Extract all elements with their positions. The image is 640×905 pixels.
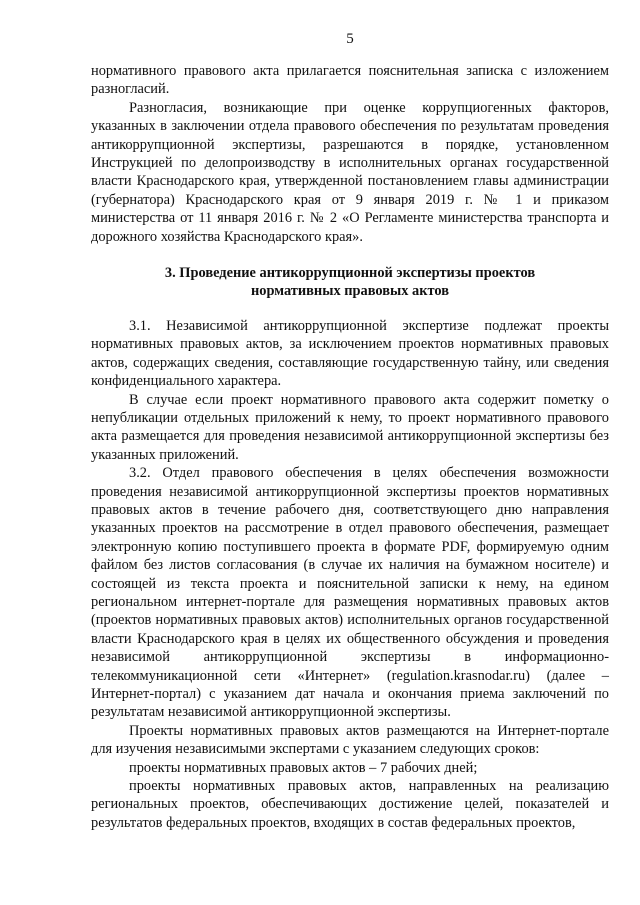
page-number: 5: [346, 31, 354, 47]
paragraph-3-2: 3.2. Отдел правового обеспечения в целях обеспечения возможности проведения независимой антикоррупционной экспертизы проектов нормативных правовых актов в течение рабочего дня, соответствующего дню направления указанных проектов на рассмотрение в отдел правового обеспечения, размещает электронную копию поступившего проекта в формате PDF, формируемую одним файлом без листов согласования (в случае их наличия на бумажном носителе) и состоящей из текста проекта и пояснительной записки к нему, на едином региональном интернет-портале для размещения нормативных правовых актов (проектов нормативных правовых актов) исполнительных органов государственной власти Краснодарского края в целях их общественного обсуждения и проведения независимой антикоррупционной экспертизы в информационно-телекоммуникационной сети «Интернет» (regulation.krasnodar.ru) (далее – Интернет-портал) с указанием дат начала и окончания приема заключений по результатам независимой антикоррупционной экспертизы.: [91, 465, 609, 721]
document-page: [91, 30, 609, 832]
section-title-line-1: 3. Проведение антикоррупционной экспертизы проектов: [164, 265, 536, 282]
paragraph-term-7-days: проекты нормативных правовых актов – 7 рабочих дней;: [129, 759, 478, 776]
paragraph-posting-terms: Проекты нормативных правовых актов размещаются на Интернет-портале для изучения независимыми экспертами с указанием следующих сроков:: [91, 722, 609, 758]
paragraph-explanatory-note: нормативного правового акта прилагается пояснительная записка с изложением разногласий.: [91, 63, 609, 98]
section-title: [91, 264, 609, 301]
paragraph-unpublished-annexes: В случае если проект нормативного правового акта содержит пометку о непубликации отдельных приложений к нему, то проект нормативного правового акта размещается для проведения независимой антикоррупционной экспертизы без указанных приложений.: [91, 391, 609, 463]
section-title-line-2: нормативных правовых актов: [250, 283, 450, 300]
paragraph-3-1: 3.1. Независимой антикоррупционной экспертизе подлежат проекты нормативных правовых актов, за исключением проектов нормативных правовых актов, содержащих сведения, составляющие государственную тайну, или сведения конфиденциального характера.: [91, 317, 609, 390]
paragraph-disagreements: Разногласия, возникающие при оценке коррупциогенных факторов, указанных в заключении отдела правового обеспечения по результатам проведения антикоррупционной экспертизы, разрешаются в порядке, установленном Инструкцией по делопроизводству в исполнительных органах государственной власти Краснодарского края, утвержденной постановлением главы администрации (губернатора) Краснодарского края от 9 января 2019 г. № 1 и приказом министерства от 11 января 2016 г. № 2 «О Регламенте министерства транспорта и дорожного хозяйства Краснодарского края».: [91, 99, 609, 245]
paragraph-regional-projects: проекты нормативных правовых актов, направленных на реализацию региональных проектов, обеспечивающих достижение целей, показателей и результатов федеральных проектов, входящих в состав федеральных проектов,: [91, 778, 609, 831]
